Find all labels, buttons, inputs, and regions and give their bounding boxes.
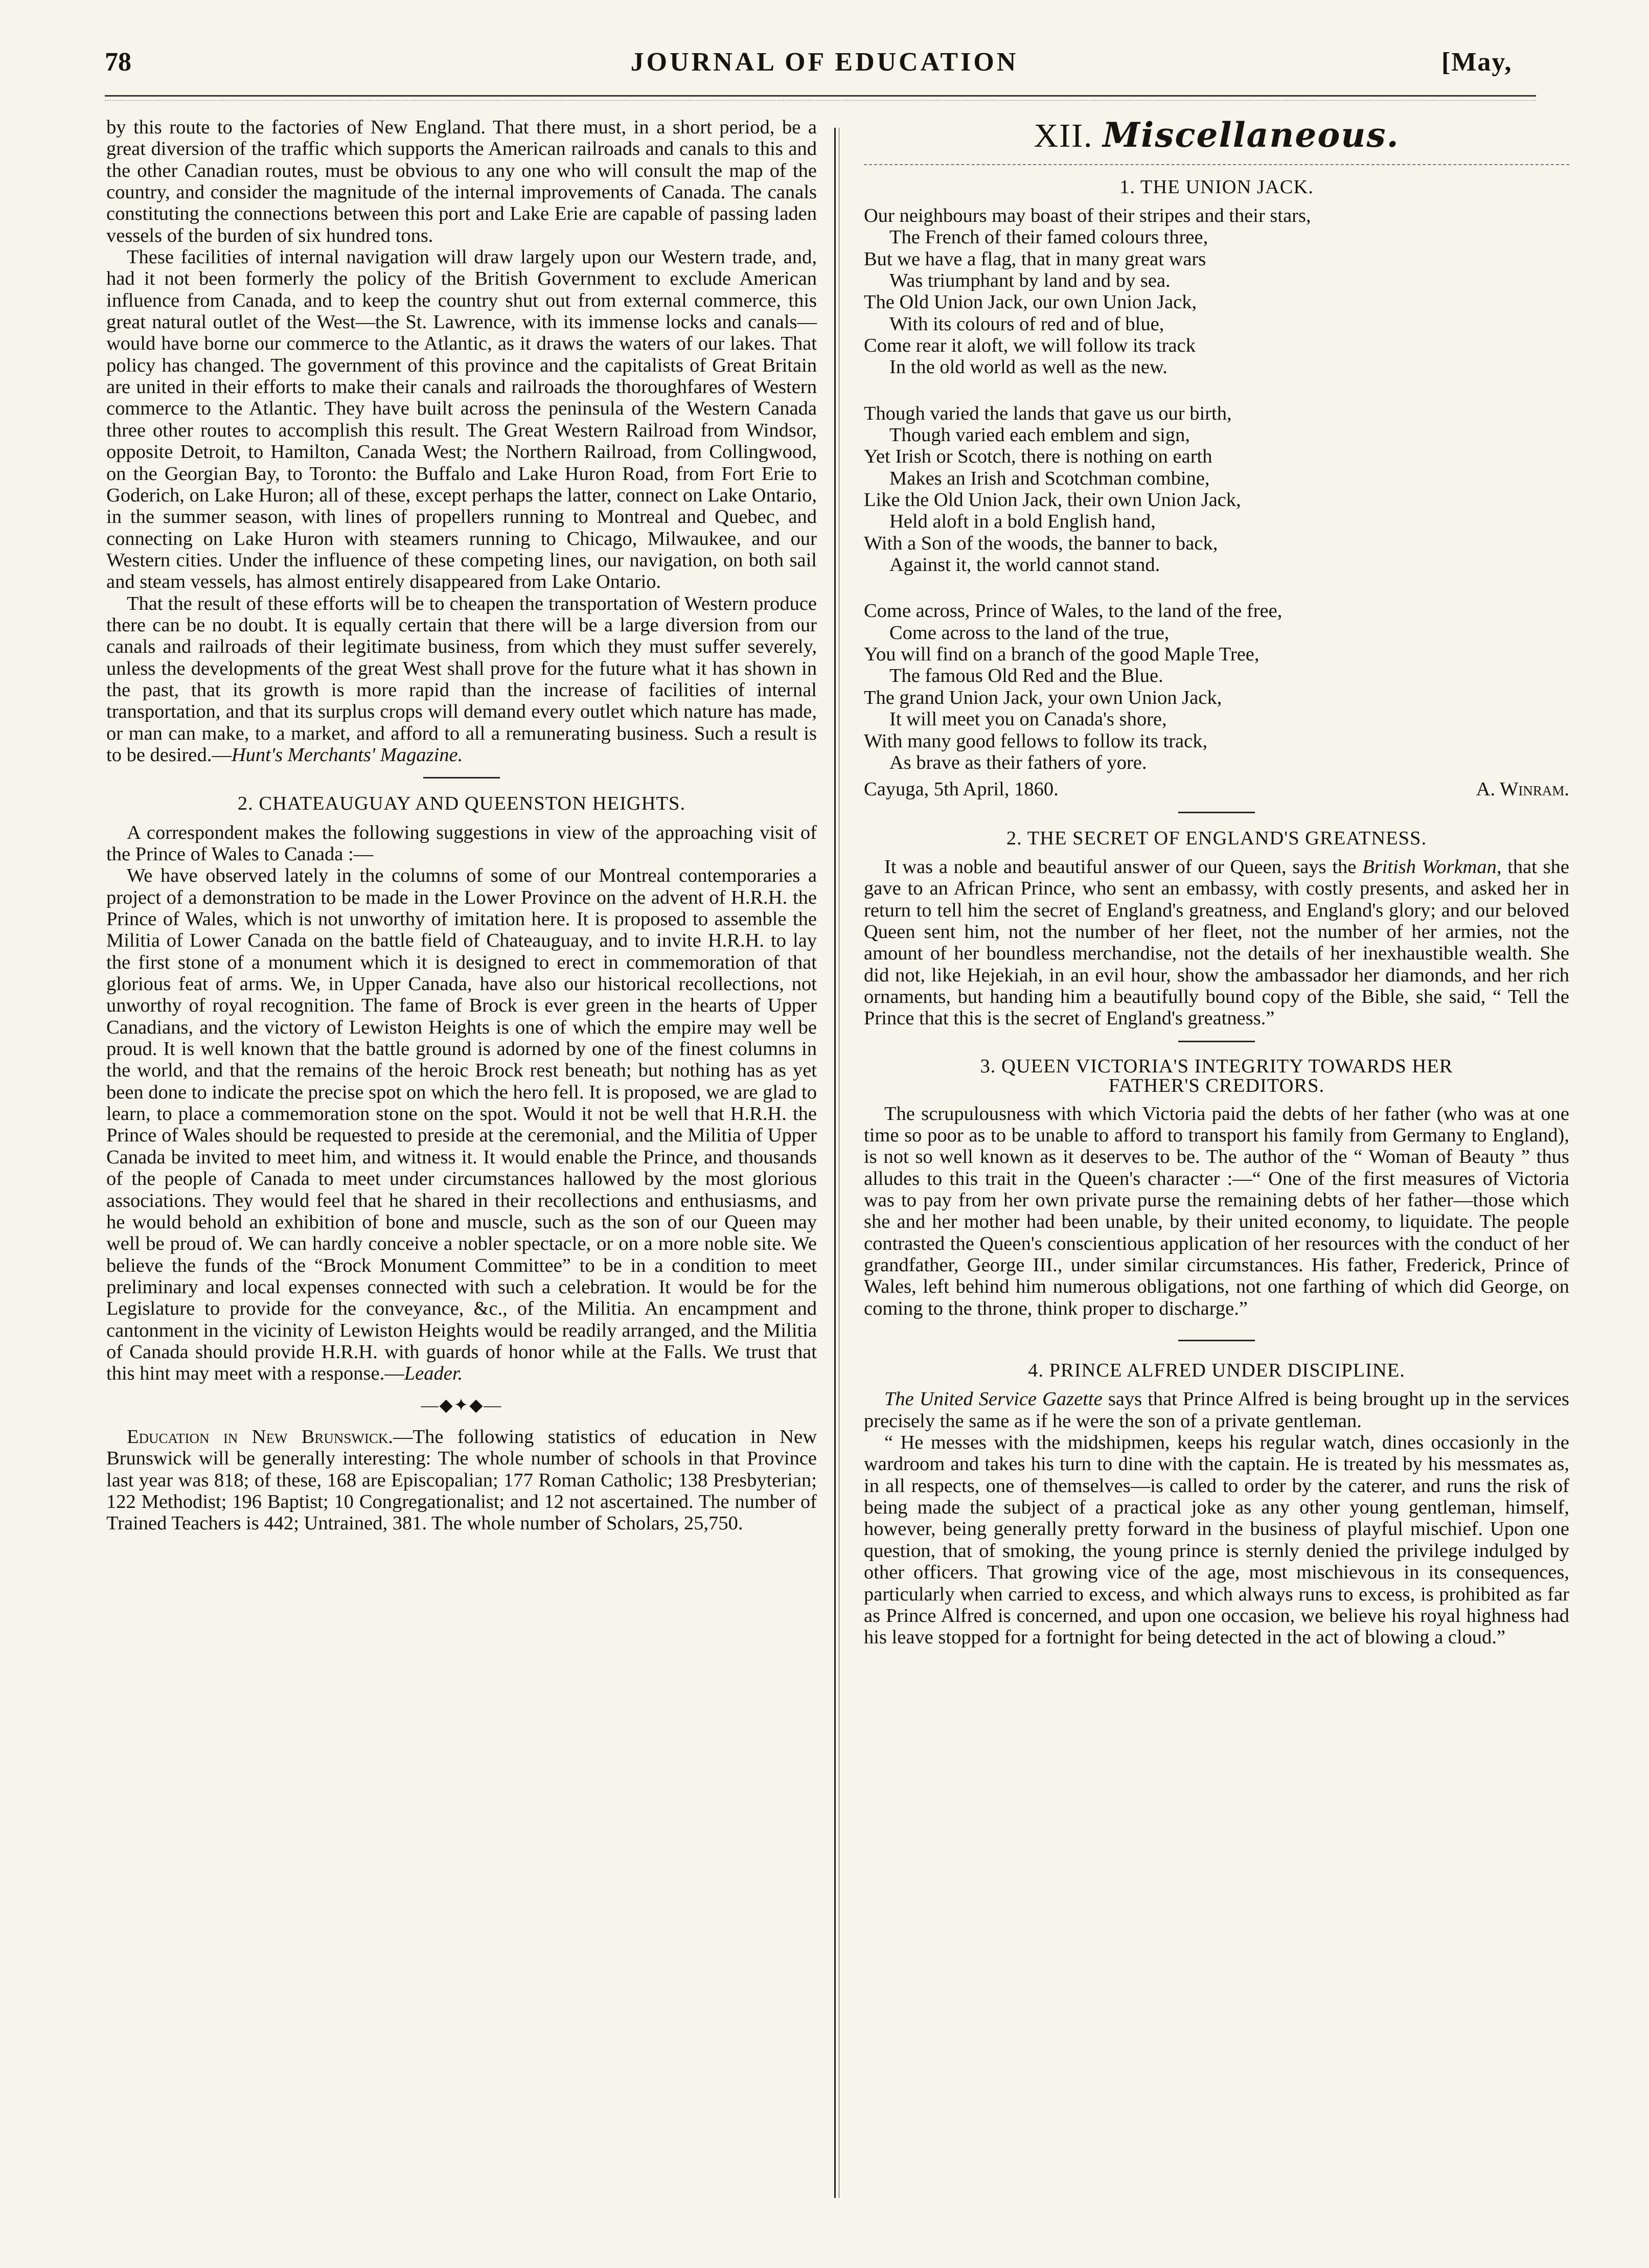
article-lead: It was a noble and beautiful answer of our Queen, says the <box>884 856 1363 878</box>
poem-line: With its colours of red and of blue, <box>889 313 1164 335</box>
running-month: [May, <box>1441 48 1513 77</box>
poem-line: As brave as their fathers of yore. <box>889 751 1147 773</box>
running-title: JOURNAL OF EDUCATION <box>630 48 1019 77</box>
poem-line: In the old world as well as the new. <box>889 356 1167 378</box>
article-continuation-paragraph: by this route to the factories of New England. That there must, in a short period, be a great diversion of the traffic which supports the American railroads and canals to this and the other Canadian routes, must be obvious to any one who will consult the map of the country, and consider the magnitude of the internal improvements of Canada. The canals constituting the connections between this port and Lake Erie are capable of passing laden vessels of the burden of six hundred tons. <box>106 117 817 246</box>
section-rule <box>1178 812 1255 813</box>
article-body: We have observed lately in the columns of some of our Montreal contemporaries a project of a demonstration to be made in the Lower Province on the advent of H.R.H. the Prince of Wales, which is not unworthy of imitation here. It is proposed to assemble the Militia of Lower Canada on the battle field of Chateauguay, and to invite H.R.H. to lay the first stone of a monument which it is designed to erect in commemoration of that glorious feat of arms. We, in Upper Canada, have also our historical recollections, not unworthy of royal recognition. The fame of Brock is ever green in the hearts of Upper Canadians, and the victory of Lewiston Heights is one of which the empire may well be proud. It is well known that the battle ground is adorned by one of the finest columns in the world, and that the remains of the heroic Brock rest beneath; but nothing has as yet been done to indicate the precise spot on which the hero fell. It is proposed, we are glad to learn, to place a commemoration stone on the spot. Would it not be well that H.R.H. the Prince of Wales should be requested to preside at the ceremonial, and the Militia of Upper Canada be invited to meet him, and witness it. It would enable the Prince, and thousands of the people of Canada to meet under circumstances hallowed by the most glorious associations. They would feel that he shared in their recollections and enthusiasms, and he would behold an exhibition of bone and muscle, such as the son of our Queen may well be proud of. We can hardly conceive a nobler spectacle, or on a more noble site. We believe the funds of the “Brock Monument Committee” to be in a condition to meet preliminary and local expenses connected with such a celebration. It would be for the Legislature to provide for the conveyance, &c., of the Militia. An encampment and cantonment in the vicinity of Lewiston Heights would be readily arranged, and the Militia of Canada should provide H.R.H. with guards of honor while at the Falls. We trust that this hint may meet with a response.— <box>106 865 817 1385</box>
page-number: 78 <box>105 48 131 77</box>
poem-line: The French of their famed colours three, <box>889 226 1208 248</box>
poem-title: 1. THE UNION JACK. <box>1119 176 1314 198</box>
poem-line: The grand Union Jack, your own Union Jack, <box>864 686 1222 708</box>
poem-line: Though varied the lands that gave us our birth, <box>864 402 1232 424</box>
poem-signature <box>864 778 1569 800</box>
section-heading <box>864 117 1569 155</box>
header-rule <box>105 95 1536 97</box>
column-divider <box>834 128 836 2198</box>
article-paragraph <box>864 1388 1569 1432</box>
section-name: Miscellaneous. <box>1103 115 1400 155</box>
section-title-chateauguay: 2. CHATEAUGUAY AND QUEENSTON HEIGHTS. <box>237 793 686 815</box>
education-paragraph <box>106 1426 817 1534</box>
section-rule <box>1178 1041 1255 1042</box>
poem-line: Come across, Prince of Wales, to the land of the free, <box>864 600 1282 622</box>
ornamental-divider: —◆✦◆— <box>421 1395 502 1415</box>
article-lead: says that Prince Alfred is being brought up in the services precisely the same as if he were the son of a private gentleman. <box>864 1388 1569 1432</box>
stanza <box>864 600 1569 773</box>
poem-line: The Old Union Jack, our own Union Jack, <box>864 291 1197 313</box>
article-body: that she gave to an African Prince, who sent an embassy, with costly presents, and asked her in return to tell him the secret of England's greatness, and England's glory; and our beloved Queen sent him, not the number of her fleet, not the number of her armies, not the amount of her boundless merchandise, not the details of her inexhaustible wealth. She did not, like Hejekiah, in an evil hour, show the ambassador her diamonds, and her rich ornaments, but handing him a beautifully bound copy of the Bible, she said, “ Tell the Prince that this is the secret of England's greatness.” <box>864 856 1569 1029</box>
section-title-alfred: 4. PRINCE ALFRED UNDER DISCIPLINE. <box>1028 1360 1405 1382</box>
closing-text: That the result of these efforts will be to cheapen the transportation of Western produce there can be no doubt. It is equally certain that there will be a large diversion from our canals and railroads of their legitimate business, from which they must suffer severely, unless the developments of the great West shall prove for the future what it has shown in the past, that its growth is more rapid than the increase of facilities of internal transportation, and that its surplus crops will demand every outlet which nature has made, or man can make, to a market, and afford to all a remunerating business. Such a result is to be desired.— <box>106 592 817 766</box>
poem-line: But we have a flag, that in many great wars <box>864 248 1206 270</box>
section-title-victoria <box>864 1057 1569 1096</box>
poem-line: It will meet you on Canada's shore, <box>889 708 1167 730</box>
left-column <box>106 117 817 1534</box>
education-run-in-head: Education in New Brunswick. <box>127 1426 394 1448</box>
poem-line: Yet Irish or Scotch, there is nothing on earth <box>864 446 1212 468</box>
poem-line: Come across to the land of the true, <box>889 622 1170 644</box>
right-column <box>864 117 1569 1648</box>
section-rule <box>423 777 500 778</box>
header-rule-dashed <box>105 100 1536 101</box>
poem-line: Was triumphant by land and by sea. <box>889 269 1171 291</box>
article-paragraph-closing <box>106 593 817 766</box>
poem-line: Though varied each emblem and sign, <box>889 424 1190 446</box>
section-rule <box>1178 1340 1255 1341</box>
poem-line: Come rear it aloft, we will follow its track <box>864 335 1196 356</box>
poem-line: Our neighbours may boast of their stripes and their stars, <box>864 204 1311 226</box>
heading-rule <box>864 164 1569 165</box>
poem-line: Held aloft in a bold English hand, <box>889 511 1156 533</box>
poem <box>864 205 1569 800</box>
source-citation: Hunt's Merchants' Magazine. <box>231 744 463 766</box>
article-paragraph <box>106 865 817 1384</box>
section-title-line: FATHER'S CREDITORS. <box>1108 1075 1325 1097</box>
section-title-greatness: 2. THE SECRET OF ENGLAND'S GREATNESS. <box>1006 827 1427 849</box>
poem-line: Like the Old Union Jack, their own Union Jack, <box>864 489 1241 511</box>
publication-name: British Workman, <box>1362 856 1502 878</box>
section-numeral: XII. <box>1034 117 1093 154</box>
poem-line: With a Son of the woods, the banner to back, <box>864 532 1218 554</box>
section-title-line: 3. QUEEN VICTORIA'S INTEGRITY TOWARDS HER <box>980 1055 1453 1077</box>
source-citation: Leader. <box>404 1363 463 1385</box>
article-paragraph <box>864 856 1569 1029</box>
stanza <box>864 403 1569 576</box>
poem-line: The famous Old Red and the Blue. <box>889 665 1163 687</box>
poem-line: Makes an Irish and Scotchman combine, <box>889 467 1210 489</box>
publication-name: The United Service Gazette <box>884 1388 1103 1410</box>
article-paragraph: These facilities of internal navigation will draw largely upon our Western trade, and, had it not been formerly the policy of the British Government to exclude American influence from Canada, and to keep the country shut out from external commerce, this great natural outlet of the West—the St. Lawrence, with its immense locks and canals—would have borne our commerce to the Atlantic, as it draws the waters of our lakes. That policy has changed. The government of this province and the capitalists of Great Britain are united in their efforts to make their canals and railroads the thoroughfares of Western commerce to the Atlantic. They have built across the peninsula of the Western Canada three other routes to accomplish this result. The Great Western Railroad from Windsor, opposite Detroit, to Hamilton, Canada West; the Northern Railroad, from Collingwood, on the Georgian Bay, to Toronto: the Buffalo and Lake Huron Road, from Fort Erie to Goderich, on Lake Huron; all of these, except perhaps the latter, connect on Lake Ontario, in the summer season, with lines of propellers running to Montreal and Quebec, and connecting on Lake Huron with steamers running to Chicago, Milwaukee, and our Western cities. Under the influence of these competing lines, our navigation, on both sail and steam vessels, has almost entirely disappeared from Lake Ontario. <box>106 246 817 593</box>
poem-line: Against it, the world cannot stand. <box>889 554 1160 576</box>
article-paragraph: The scrupulousness with which Victoria paid the debts of her father (who was at one time so poor as to be unable to afford to transport his family from Germany to England), is not so well known as it deserves to be. The author of the “ Woman of Beauty ” thus alludes to this trait in the Queen's character :—“ One of the first measures of Victoria was to pay from her own private purse the remaining debts of her father—those which she and her mother had been unable, by their united economy, to liquidate. The people contrasted the Queen's conscientious application of her resources with the conduct of her grandfather, George III., under similar circumstances. His father, Frederick, Prince of Wales, left behind him numerous obligations, not one farthing of which did George, on coming to the throne, think proper to discharge.” <box>864 1103 1569 1319</box>
poem-line: With many good fellows to follow its track, <box>864 730 1208 752</box>
article-quote: “ He messes with the midshipmen, keeps his regular watch, dines occasionly in the wardroom and takes his turn to dine with the captain. He is treated by his messmates as, in all respects, one of themselves—is called to order by the caterer, and runs the risk of being made the subject of a practical joke as any other young gentleman, himself, however, being generally pretty forward in the business of playful mischief. Upon one question, that of smoking, the young prince is sternly denied the privilege indulged by other officers. That growing vice of the age, most mischievous in its consequences, particularly when carried to excess, and which always runs to excess, is prohibited as far as Prince Alfred is concerned, and upon one occasion, we believe his royal highness had his leave stopped for a fortnight for being detected in the act of blowing a cloud.” <box>864 1432 1569 1648</box>
education-body: —The following statistics of education in New Brunswick will be generally interesting: The whole number of schools in that Province last year was 818; of these, 168 are Episcopalian; 177 Roman Catholic; 138 Presbyterian; 122 Methodist; 196 Baptist; 10 Congregationalist; and 12 not ascertained. The number of Trained Teachers is 442; Untrained, 381. The whole number of Scholars, 25,750. <box>106 1426 817 1534</box>
poem-author: A. Winram. <box>1476 778 1569 800</box>
poem-line: You will find on a branch of the good Maple Tree, <box>864 644 1259 666</box>
poem-place-date: Cayuga, 5th April, 1860. <box>864 778 1059 800</box>
stanza <box>864 205 1569 378</box>
article-intro: A correspondent makes the following suggestions in view of the approaching visit of the Prince of Wales to Canada :— <box>106 821 817 865</box>
